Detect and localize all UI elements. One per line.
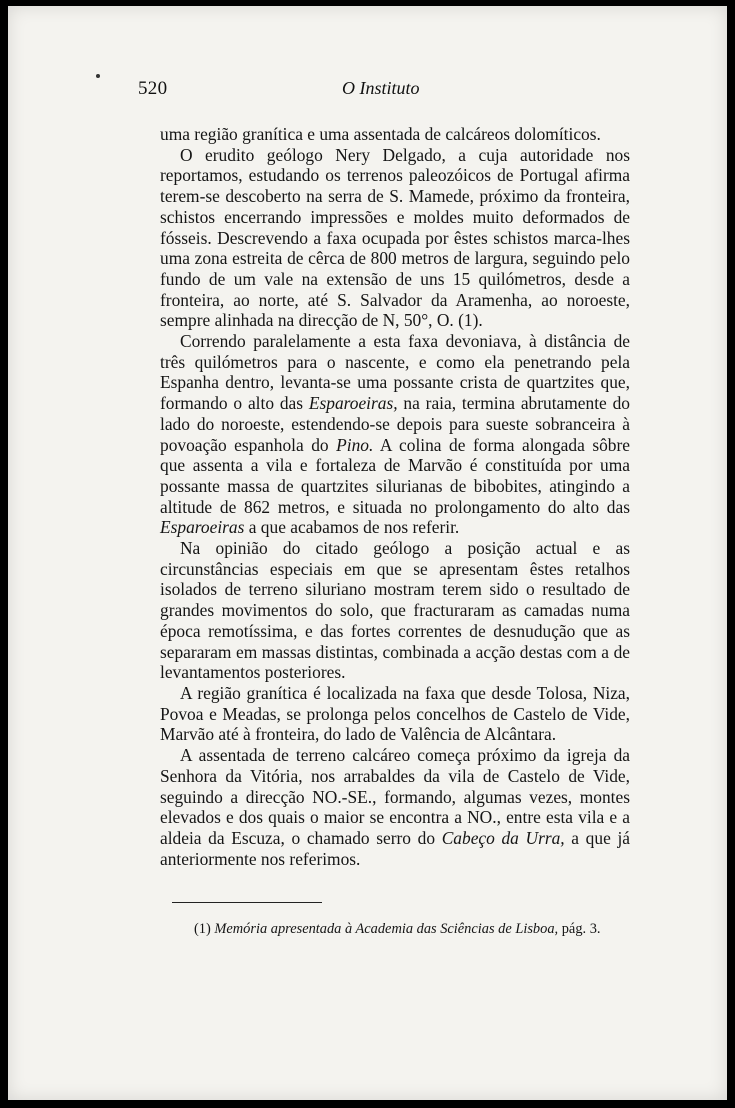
page-header [8, 78, 727, 102]
paragraph-p1 [160, 124, 630, 145]
footnote [194, 920, 654, 938]
running-title: O Instituto [342, 78, 420, 98]
italic-text: Esparoeiras, [308, 393, 398, 414]
footnote-text: Memória apresentada à Academia das Sciências de Lisboa, [214, 921, 559, 937]
text-segment: A colina de forma alongada sôbre que assenta a vila e fortaleza de Marvão é constituída por uma possante massa de quartzites silurianas de bibobites, atingindo a altitude de 862 metros, e situada no prolongamento do alto das [160, 434, 630, 517]
body-text [160, 124, 630, 869]
footnote-page-ref: pág. 3. [561, 921, 601, 937]
italic-text: Cabeço da Urra, [441, 827, 565, 848]
page-sheet [8, 6, 727, 1100]
paragraph-p5 [160, 683, 630, 745]
footnote-marker: (1) [194, 921, 211, 937]
text-segment: A região granítica é localizada na faxa que desde Tolosa, Niza, Povoa e Meadas, se prolonga pelos concelhos de Castelo de Vide, Marvão até à fronteira, do lado de Valência de Alcântara. [160, 682, 630, 745]
paragraph-p6 [160, 745, 630, 869]
italic-text: Esparoeiras [160, 517, 245, 538]
text-segment: na raia, termina abrutamente do lado do noroeste, estendendo-se depois para sueste sobranceira à povoação espanhola do [160, 393, 630, 455]
footnote-divider [172, 902, 322, 903]
text-segment: O erudito geólogo Nery Delgado, a cuja autoridade nos reportamos, estudando os terrenos paleozóicos de Portugal afirma terem-se descoberto na serra de S. Mamede, próximo da fronteira, schistos encerrando impressões e moldes muito deformados de fósseis. Descrevendo a faxa ocupada por êstes schistos marca-lhes uma zona estreita de cêrca de 800 metros de largura, seguindo pelo fundo de um vale na extensão de uns 15 quilómetros, desde a fronteira, ao norte, até S. Salvador da Aramenha, ao noroeste, sempre alinhada na direcção de N, 50°, O. (1). [160, 144, 630, 331]
text-segment: a que já anteriormente nos referimos. [160, 827, 630, 869]
text-segment: uma região granítica e uma assentada de calcáreos dolomíticos. [160, 124, 601, 144]
paragraph-p2 [160, 145, 630, 331]
text-segment: Na opinião do citado geólogo a posição actual e as circunstâncias especiais em que se apresentam êstes retalhos isolados de terreno siluriano mostram terem sido o resultado de grandes movimentos do solo, que fracturaram as camadas numa época remotíssima, e das fortes correntes de desnudução que as separaram em massas distintas, combinada a acção destas com a de levantamentos posteriores. [160, 538, 630, 683]
italic-text: Pino. [336, 434, 374, 455]
paragraph-p3 [160, 331, 630, 538]
paragraph-p4 [160, 538, 630, 683]
text-segment: A assentada de terreno calcáreo começa próximo da igreja da Senhora da Vitória, nos arrabaldes da vila de Castelo de Vide, seguindo a direcção NO.-SE., formando, algumas vezes, montes elevados e dos quais o maior se encontra a NO., entre esta vila e a aldeia da Escuza, o chamado serro do [160, 745, 630, 848]
text-segment: a que acabamos de nos referir. [244, 517, 460, 538]
text-segment: Correndo paralelamente a esta faxa devoniava, à distância de três quilómetros para o nascente, e como ela penetrando pela Espanha dentro, levanta-se uma possante crista de quartzites que, formando o alto das [160, 331, 630, 414]
page-number: 520 [138, 78, 168, 99]
